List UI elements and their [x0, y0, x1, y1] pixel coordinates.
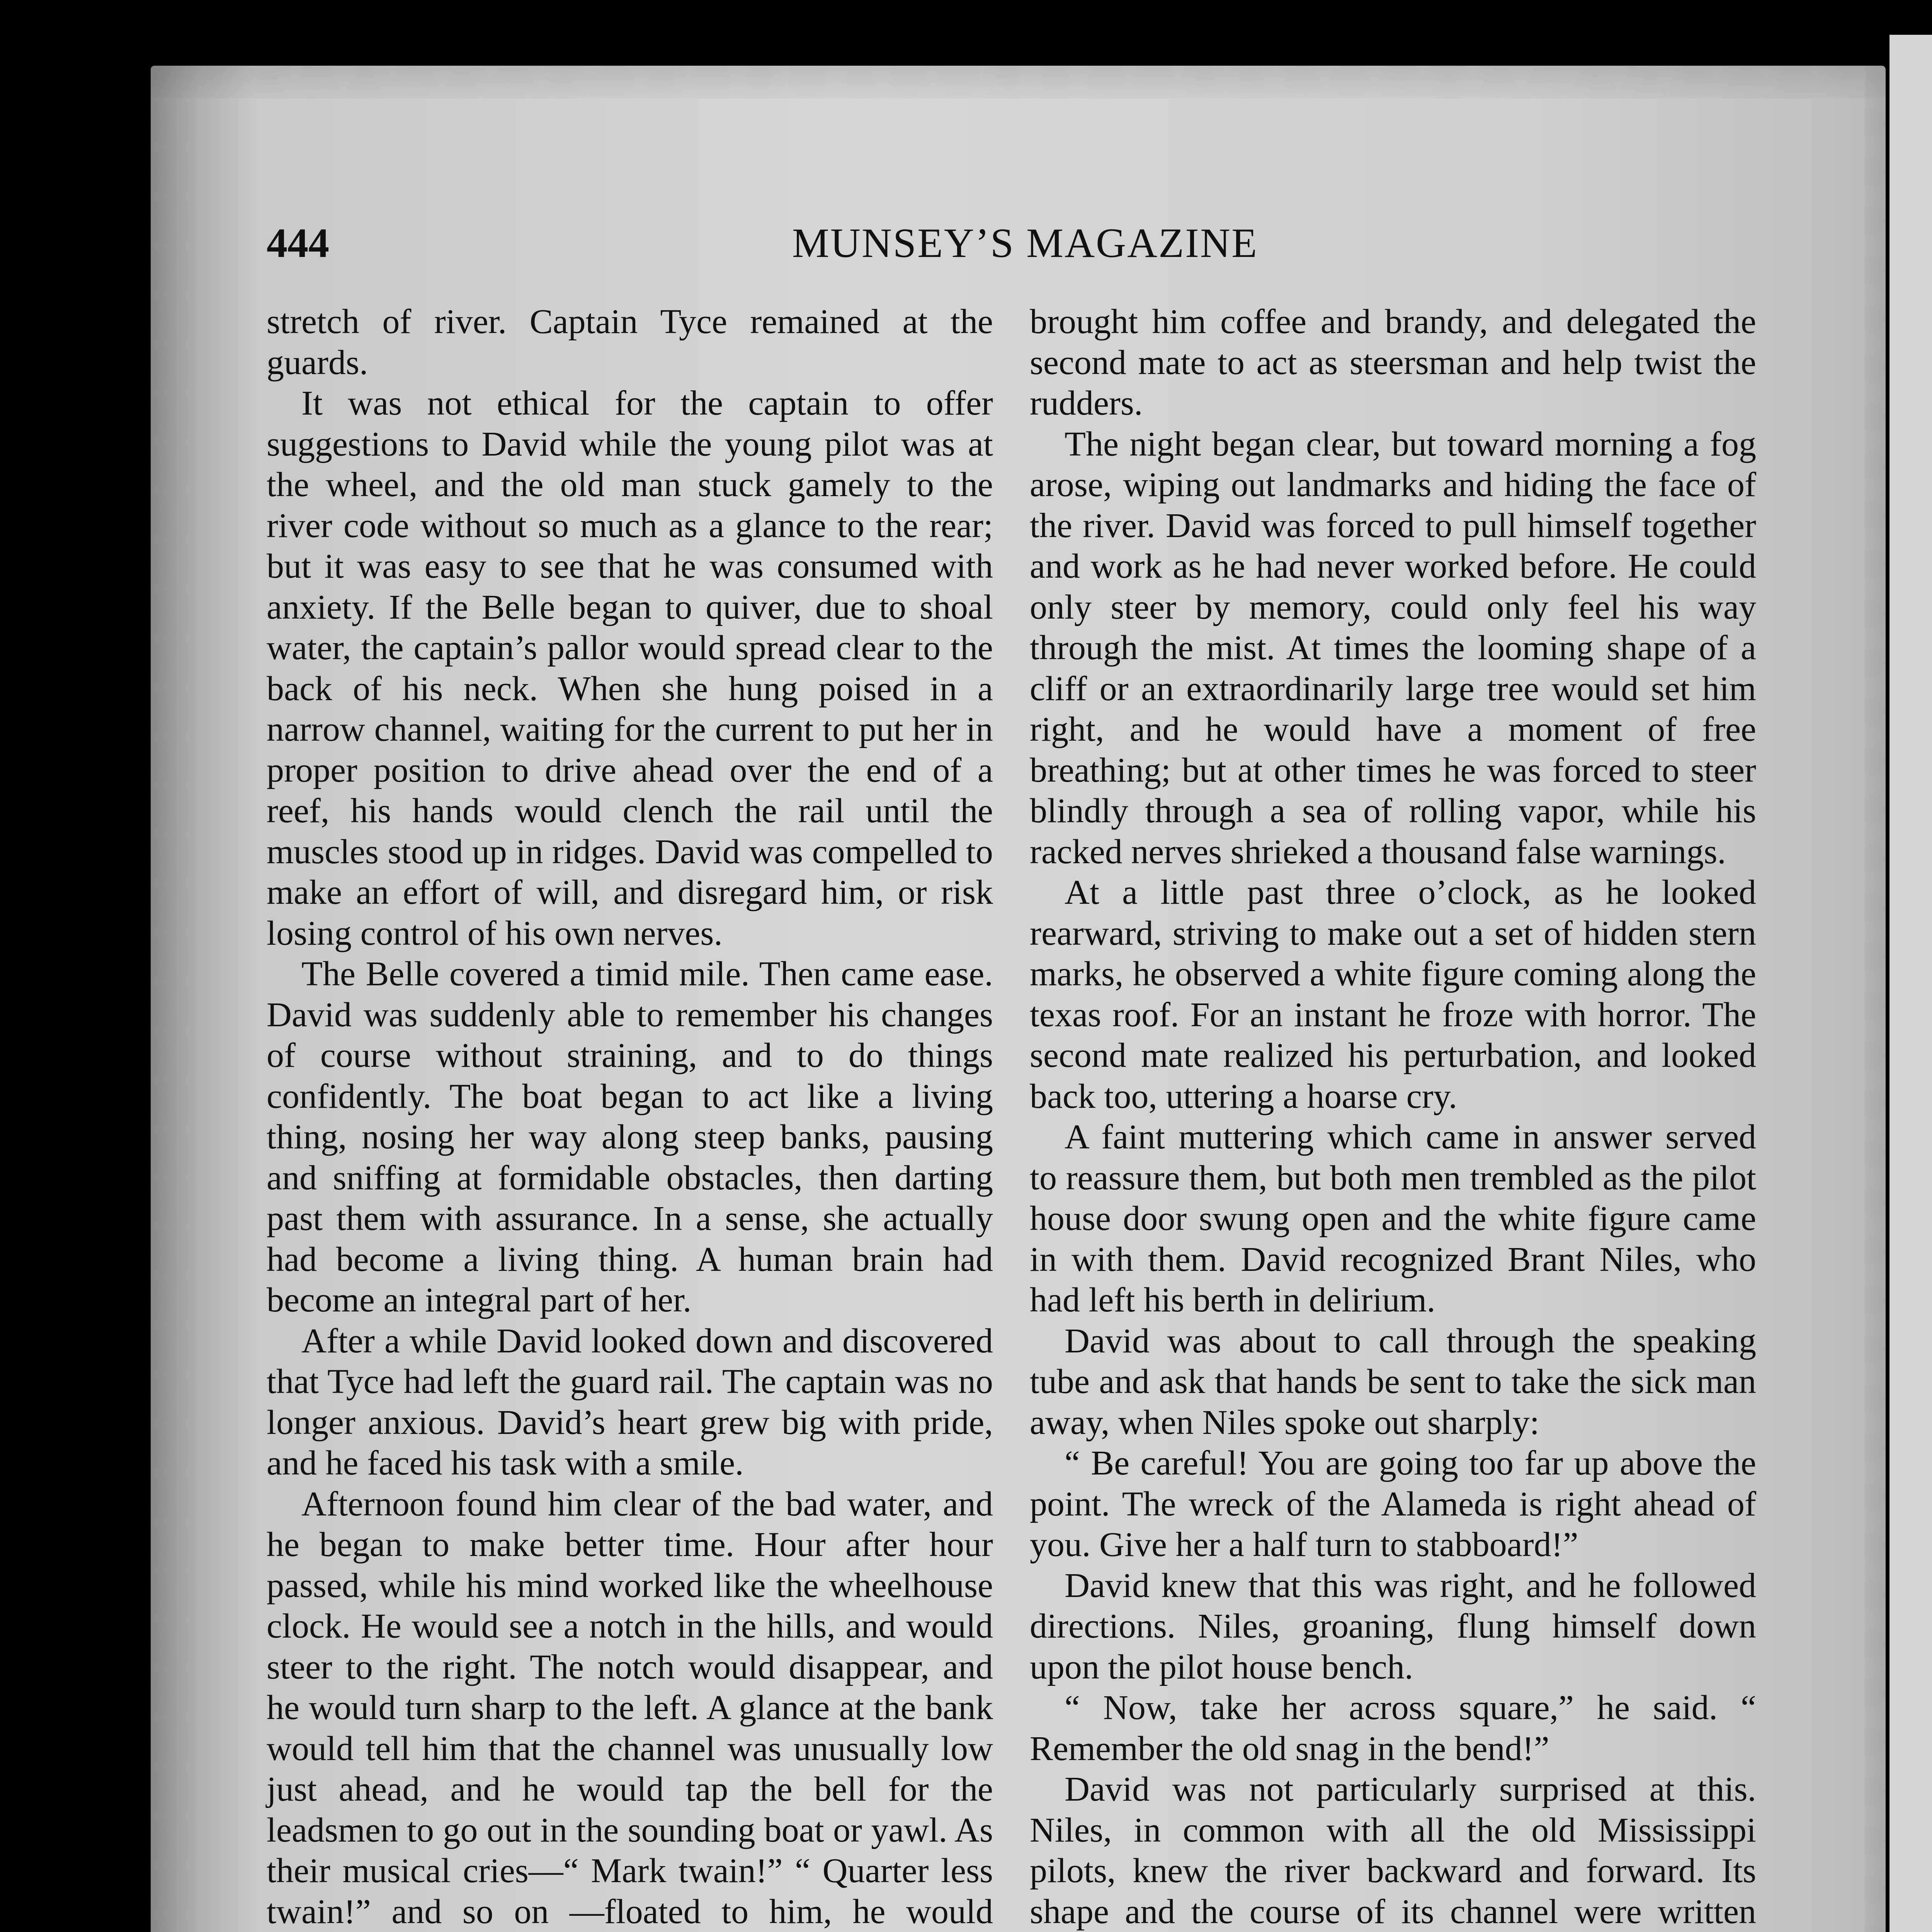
magazine-title: MUNSEY’S MAGAZINE: [792, 220, 1258, 266]
paragraph: The night began clear, but toward morning a fog arose, wiping out landmarks and hiding the face of the river. David was forced to pull himself together and work as he had never worked before. He could only steer by memory, could only feel his way through the mist. At times the looming shape of a cliff or an extraordinarily large tree would set him right, and he would have a moment of free breathing; but at other times he was forced to steer blindly through a sea of rolling vapor, while his racked nerves shrieked a thousand false warnings.: [1030, 425, 1756, 871]
paragraph: “ Now, take her across square,” he said. “ Remember the old snag in the bend!”: [1030, 1689, 1756, 1768]
paragraph: David knew that this was right, and he followed directions. Niles, groaning, flung himself down upon the pilot house bench.: [1030, 1566, 1756, 1686]
paragraph: “ Be careful! You are going too far up above the point. The wreck of the Alameda is right ahead of you. Give her a half turn to stabboard!”: [1030, 1444, 1756, 1564]
running-header: [267, 216, 1758, 270]
paragraph: At a little past three o’clock, as he looked rearward, striving to make out a set of hidden stern marks, he observed a white figure coming along the texas roof. For an instant he froze with horror. The second mate realized his perturbation, and looked back too, uttering a hoarse cry.: [1030, 873, 1756, 1116]
left-column: [267, 301, 993, 1932]
paragraph: The Belle covered a timid mile. Then came ease. David was suddenly able to remember his changes of course without straining, and to do things confidently. The boat began to act like a living thing, nosing her way along steep banks, pausing and sniffing at formidable obstacles, then darting past them with assurance. In a sense, she actually had become a living thing. A human brain had become an integral part of her.: [267, 955, 993, 1319]
paragraph: After a while David looked down and discovered that Tyce had left the guard rail. The captain was no longer anxious. David’s heart grew big with pride, and he faced his task with a smile.: [267, 1321, 993, 1482]
paragraph: It was not ethical for the captain to offer suggestions to David while the young pilot was at the wheel, and the old man stuck gamely to the river code without so much as a glance to the rear; but it was easy to see that he was consumed with anxiety. If the Belle began to quiver, due to shoal water, the captain’s pallor would spread clear to the back of his neck. When she hung poised in a narrow channel, waiting for the current to put her in proper position to drive ahead over the end of a reef, his hands would clench the rail until the muscles stood up in ridges. David was compelled to make an effort of will, and disregard him, or risk losing control of his own nerves.: [267, 384, 993, 952]
page-number: 444: [267, 220, 329, 266]
adjacent-page-edge: [1889, 35, 1932, 1932]
paragraph: David was about to call through the speaking tube and ask that hands be sent to take the sick man away, when Niles spoke out sharply:: [1030, 1321, 1756, 1442]
paragraph: A faint muttering which came in answer served to reassure them, but both men trembled as the pilot house door swung open and the white figure came in with them. David recognized Brant Niles, who had left his berth in delirium.: [1030, 1118, 1756, 1319]
right-column: [1030, 301, 1756, 1932]
paragraph: Afternoon found him clear of the bad water, and he began to make better time. Hour after hour passed, while his mind worked like the wheelhouse clock. He would see a notch in the hills, and would steer to the right. The notch would disappear, and he would turn sharp to the left. A glance at the bank would tell him that the channel was unusually low just ahead, and he would tap the bell for the leadsmen to go out in the sounding boat or yawl. As their musical cries—“ Mark twain!” “ Quarter less twain!” and so on —floated to him, he would: [267, 1485, 993, 1931]
paragraph: brought him coffee and brandy, and delegated the second mate to act as steersman and help twist the rudders.: [1030, 303, 1756, 422]
paragraph: stretch of river. Captain Tyce remained at the guards.: [267, 303, 993, 382]
paragraph: David was not particularly surprised at this. Niles, in common with all the old Mississippi pilots, knew the river backward and forward. Its shape and the course of its channel were written: [1030, 1770, 1756, 1931]
